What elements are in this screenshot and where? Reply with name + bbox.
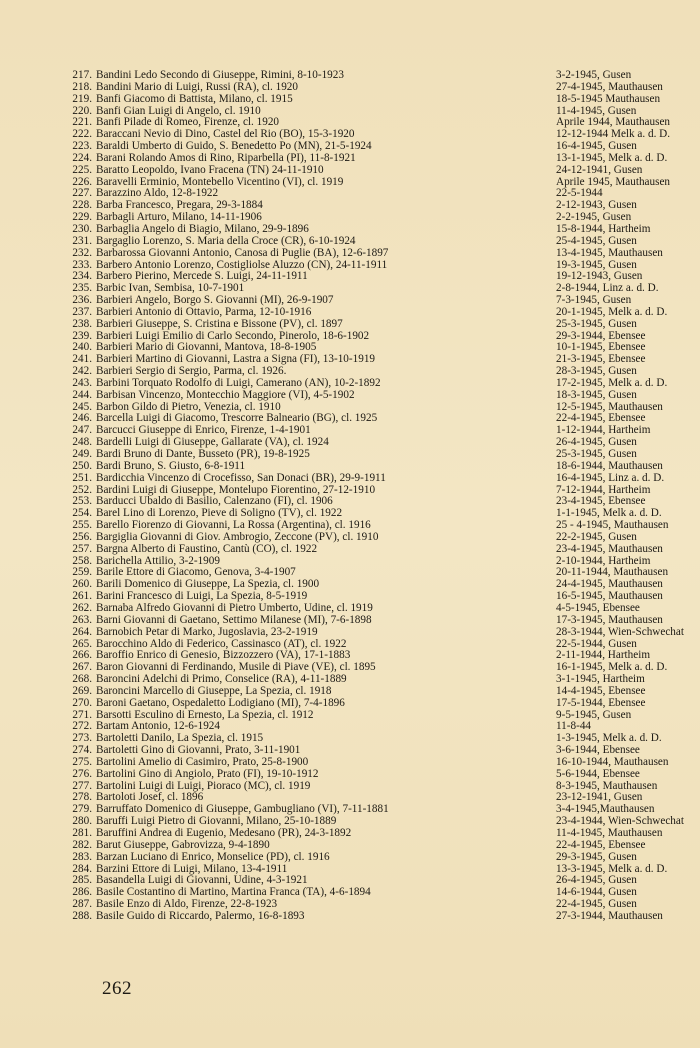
entry-fate: Aprile 1945, Mauthausen: [556, 176, 671, 188]
entry-fate: 3-6-1944, Ebensee: [556, 745, 640, 757]
entry-fate: 18-6-1944, Mauthausen: [556, 460, 663, 472]
entry-number: 268.: [72, 673, 92, 686]
list-entry: [64, 698, 664, 710]
list-entry: [64, 366, 664, 378]
entry-name: Baroni Gaetano, Ospedaletto Lodigiano (MI), 7-4-1896: [96, 697, 345, 709]
entry-number: 252.: [72, 483, 92, 496]
entry-name: Bardicchia Vincenzo di Crocefisso, San Donaci (BR), 29-9-1911: [96, 472, 386, 484]
entry-number: 276.: [72, 767, 92, 780]
list-entry: [64, 473, 664, 485]
list-entry: [64, 769, 664, 781]
entry-fate: 17-3-1945, Mauthausen: [556, 614, 663, 626]
list-entry: [64, 828, 664, 840]
entry-fate: 29-3-1944, Ebensee: [556, 330, 646, 342]
list-entry: [64, 579, 664, 591]
entry-fate: 17-2-1945, Melk a. d. D.: [556, 377, 668, 389]
entry-name: Bardi Bruno, S. Giusto, 6-8-1911: [96, 460, 246, 472]
entry-number: 243.: [72, 376, 92, 389]
list-entry: [64, 437, 664, 449]
entry-fate: 20-1-1945, Melk a. d. D.: [556, 306, 668, 318]
entry-number: 264.: [72, 625, 92, 638]
list-entry: [64, 650, 664, 662]
entry-name: Baraldi Umberto di Guido, S. Benedetto Po (MN), 21-5-1924: [96, 141, 372, 153]
entry-fate: 25-4-1945, Gusen: [556, 235, 637, 247]
entry-number: 269.: [72, 684, 92, 697]
entry-fate: 22-4-1945, Ebensee: [556, 839, 646, 851]
entry-fate: 22-4-1945, Ebensee: [556, 413, 646, 425]
entry-name: Baroffio Enrico di Genesio, Bizzozzero (VA), 17-1-1883: [96, 650, 351, 662]
entry-fate: 22-5-1944, Gusen: [556, 638, 637, 650]
entry-name: Basile Guido di Riccardo, Palermo, 16-8-1893: [96, 910, 305, 922]
entry-name: Barile Ettore di Giacomo, Genova, 3-4-1907: [96, 567, 296, 579]
entry-number: 218.: [72, 80, 92, 93]
entry-fate: 11-4-1945, Gusen: [556, 105, 637, 117]
entry-number: 227.: [72, 187, 92, 200]
entry-name: Barazzino Aldo, 12-8-1922: [96, 188, 219, 200]
list-entry: [64, 212, 664, 224]
entry-name: Basile Enzo di Aldo, Firenze, 22-8-1923: [96, 899, 278, 911]
entry-name: Barel Lino di Lorenzo, Pieve di Soligno (TV), cl. 1922: [96, 508, 343, 520]
page-number: 262: [102, 978, 132, 999]
entry-fate: 24-12-1941, Gusen: [556, 164, 643, 176]
entry-name: Bargna Alberto di Faustino, Cantù (CO), cl. 1922: [96, 543, 318, 555]
entry-fate: 3-2-1945, Gusen: [556, 70, 632, 81]
entry-number: 255.: [72, 519, 92, 532]
list-entry: [64, 792, 664, 804]
entry-name: Bartolini Amelio di Casimiro, Prato, 25-8-1900: [96, 756, 309, 768]
list-entry: [64, 661, 668, 674]
list-entry: [64, 508, 664, 520]
list-entry: [64, 342, 664, 354]
entry-fate: 27-4-1945, Mauthausen: [556, 81, 663, 93]
entry-fate: 1-3-1945, Melk a. d. D.: [556, 733, 662, 745]
entry-fate: 10-1-1945, Ebensee: [556, 342, 646, 354]
entry-number: 244.: [72, 388, 92, 401]
entry-name: Baraccani Nevio di Dino, Castel del Rio (BO), 15-3-1920: [96, 129, 355, 141]
entry-name: Barichella Attilio, 3-2-1909: [96, 555, 220, 567]
entry-fate: 27-3-1944, Mauthausen: [556, 910, 663, 922]
entry-name: Barbic Ivan, Sembisa, 10-7-1901: [96, 283, 245, 295]
entry-name: Bardelli Luigi di Giuseppe, Gallarate (VA), cl. 1924: [96, 437, 329, 449]
entry-name: Barbieri Antonio di Ottavio, Parma, 12-10-1916: [96, 306, 312, 318]
list-entry: [64, 840, 664, 852]
entry-fate: 14-6-1944, Gusen: [556, 887, 637, 899]
entry-number: 217.: [72, 69, 92, 81]
entry-number: 253.: [72, 495, 92, 508]
entry-name: Barbieri Martino di Giovanni, Lastra a Signa (FI), 13-10-1919: [96, 354, 376, 366]
entry-name: Barba Francesco, Pregara, 29-3-1884: [96, 200, 263, 212]
list-entry: [64, 461, 664, 473]
list-entry: [64, 224, 664, 236]
entry-number: 221.: [72, 116, 92, 129]
entry-name: Baruffi Luigi Pietro di Giovanni, Milano, 25-10-1889: [96, 816, 337, 828]
list-entry: [64, 141, 664, 153]
list-entry: [64, 911, 664, 923]
entry-fate: 17-5-1944, Ebensee: [556, 697, 646, 709]
deportee-list: [64, 69, 684, 923]
entry-name: Barani Rolando Amos di Rino, Riparbella (PI), 11-8-1921: [96, 152, 356, 164]
list-entry: [64, 566, 669, 579]
entry-name: Barocchino Aldo di Federico, Cassinasco (AT), cl. 1922: [96, 638, 347, 650]
list-entry: [64, 354, 664, 366]
entry-fate: 11-8-44: [556, 721, 592, 733]
entry-number: 263.: [72, 613, 92, 626]
entry-name: Barbero Antonio Lorenzo, Costigliolse Aluzzo (CN), 24-11-1911: [96, 259, 388, 271]
entry-fate: 4-5-1945, Ebensee: [556, 602, 640, 614]
entry-number: 261.: [72, 590, 92, 603]
list-entry: [64, 188, 664, 200]
entry-name: Barbisan Vincenzo, Montecchio Maggiore (VI), 4-5-1902: [96, 389, 355, 401]
entry-fate: 15-8-1944, Hartheim: [556, 223, 651, 235]
entry-number: 257.: [72, 542, 92, 555]
entry-fate: 16-4-1945, Linz a. d. D.: [556, 472, 665, 484]
entry-name: Barbaglia Angelo di Biagio, Milano, 29-9-1896: [96, 223, 309, 235]
list-entry: [64, 862, 668, 876]
list-entry: [64, 425, 664, 437]
entry-name: Basile Costantino di Martino, Martina Franca (TA), 4-6-1894: [96, 887, 371, 899]
entry-fate: 23-12-1941, Gusen: [556, 792, 643, 804]
list-entry: [64, 615, 664, 627]
entry-fate: 2-10-1944, Hartheim: [556, 555, 651, 567]
list-entry: [64, 413, 664, 425]
entry-name: Barni Giovanni di Gaetano, Settimo Milanese (MI), 7-6-1898: [96, 614, 372, 626]
entry-number: 256.: [72, 530, 92, 543]
entry-number: 267.: [72, 661, 92, 674]
list-entry: [64, 804, 664, 816]
entry-fate: 9-5-1945, Gusen: [556, 709, 632, 721]
list-entry: [64, 151, 668, 165]
entry-name: Barili Domenico di Giuseppe, La Spezia, cl. 1900: [96, 579, 320, 591]
entry-fate: 24-4-1945, Mauthausen: [556, 579, 663, 591]
entry-fate: 26-4-1945, Gusen: [556, 437, 637, 449]
entry-fate: 18-5-1945 Mauthausen: [556, 93, 661, 105]
entry-fate: 18-3-1945, Gusen: [556, 389, 637, 401]
entry-number: 238.: [72, 317, 92, 330]
entry-name: Bargiglia Giovanni di Giov. Ambrogio, Zeccone (PV), cl. 1910: [96, 531, 379, 543]
list-entry: [64, 70, 664, 82]
entry-name: Banfi Giacomo di Battista, Milano, cl. 1915: [96, 93, 293, 105]
entry-fate: 25 - 4-1945, Mauthausen: [556, 520, 669, 532]
entry-fate: 23-4-1945, Ebensee: [556, 496, 646, 508]
entry-number: 248.: [72, 436, 92, 449]
entry-name: Barbieri Angelo, Borgo S. Giovanni (MI), 26-9-1907: [96, 295, 334, 307]
entry-name: Barruffato Domenico di Giuseppe, Gambugliano (VI), 7-11-1881: [96, 804, 389, 816]
entry-number: 230.: [72, 222, 92, 235]
list-entry: [64, 402, 664, 414]
entry-number: 225.: [72, 163, 92, 176]
list-entry: [64, 390, 664, 402]
entry-number: 241.: [72, 353, 92, 366]
entry-name: Barzan Luciano di Enrico, Monselice (PD), cl. 1916: [96, 851, 330, 863]
entry-name: Barducci Ubaldo di Basilio, Calenzano (FI), cl. 1906: [96, 496, 333, 508]
list-entry: [64, 875, 664, 887]
list-entry: [64, 733, 664, 745]
entry-number: 246.: [72, 412, 92, 425]
list-entry: [64, 319, 664, 331]
entry-fate: 1-1-1945, Melk a. d. D.: [556, 508, 662, 520]
list-entry: [64, 496, 664, 508]
entry-name: Barcucci Giuseppe di Enrico, Firenze, 1-4-1901: [96, 425, 311, 437]
entry-fate: 20-11-1944, Mauthausen: [556, 567, 669, 579]
list-entry: [64, 331, 664, 343]
entry-fate: 25-3-1945, Gusen: [556, 318, 637, 330]
list-entry: [64, 295, 664, 307]
entry-number: 229.: [72, 211, 92, 224]
entry-number: 228.: [72, 199, 92, 212]
list-entry: [64, 271, 664, 283]
entry-number: 281.: [72, 827, 92, 839]
entry-number: 259.: [72, 566, 92, 579]
entry-fate: 28-3-1944, Wien-Schwechat: [556, 626, 684, 638]
entry-fate: 23-4-1945, Mauthausen: [556, 543, 663, 555]
entry-name: Bardi Bruno di Dante, Busseto (PR), 19-8-1925: [96, 449, 310, 460]
entry-name: Barbon Gildo di Pietro, Venezia, cl. 1910: [96, 401, 281, 413]
list-entry: [64, 686, 664, 698]
entry-name: Barini Francesco di Luigi, La Spezia, 8-5-1919: [96, 591, 308, 603]
entry-number: 235.: [72, 282, 92, 295]
entry-number: 278.: [72, 791, 92, 804]
list-entry: [64, 485, 664, 497]
entry-number: 251.: [72, 471, 92, 484]
list-entry: [64, 82, 664, 94]
list-entry: [64, 175, 671, 189]
list-entry: [64, 556, 664, 568]
entry-number: 222.: [72, 128, 92, 141]
list-entry: [64, 544, 664, 556]
entry-name: Baroncini Marcello di Giuseppe, La Spezia, cl. 1918: [96, 685, 332, 697]
entry-number: 283.: [72, 850, 92, 863]
entry-name: Barzini Ettore di Luigi, Milano, 13-4-1911: [96, 863, 288, 875]
entry-name: Bargaglio Lorenzo, S. Maria della Croce (CR), 6-10-1924: [96, 235, 356, 247]
entry-number: 247.: [72, 424, 92, 437]
list-entry: [64, 603, 664, 615]
list-entry: [64, 94, 664, 106]
entry-fate: 12-5-1945, Mauthausen: [556, 401, 663, 413]
entry-fate: 13-3-1945, Melk a. d. D.: [556, 863, 668, 875]
list-entry: [64, 116, 671, 129]
list-entry: [64, 887, 664, 899]
entry-fate: 8-3-1945, Mauthausen: [556, 780, 658, 792]
list-entry: [64, 376, 668, 390]
entry-number: 262.: [72, 601, 92, 614]
entry-number: 245.: [72, 400, 92, 413]
entry-name: Barcella Luigi di Giacomo, Trescorre Balneario (BG), cl. 1925: [96, 413, 378, 425]
entry-number: 240.: [72, 341, 92, 354]
entry-name: Banfi Gian Luigi di Angelo, cl. 1910: [96, 105, 261, 117]
entry-name: Baron Giovanni di Ferdinando, Musile di Piave (VE), cl. 1895: [96, 662, 376, 674]
entry-number: 226.: [72, 175, 92, 188]
entry-number: 284.: [72, 862, 92, 875]
entry-fate: 29-3-1945, Gusen: [556, 851, 637, 863]
list-entry: [64, 781, 664, 793]
entry-fate: 28-3-1945, Gusen: [556, 366, 637, 378]
entry-number: 277.: [72, 779, 92, 792]
list-entry: [64, 128, 671, 141]
list-entry: [64, 745, 664, 757]
entry-fate: Aprile 1944, Mauthausen: [556, 117, 671, 129]
entry-fate: 13-1-1945, Melk a. d. D.: [556, 152, 668, 164]
list-entry: [64, 591, 664, 603]
entry-fate: 23-4-1944, Wien-Schwechat: [556, 816, 684, 828]
entry-number: 236.: [72, 294, 92, 307]
entry-number: 287.: [72, 898, 92, 911]
entry-fate: 3-1-1945, Hartheim: [556, 674, 645, 686]
list-entry: [64, 449, 664, 461]
entry-name: Bartoletti Danilo, La Spezia, cl. 1915: [96, 733, 264, 745]
entry-name: Basandella Luigi di Giovanni, Udine, 4-3-1921: [96, 875, 308, 887]
list-entry: [64, 899, 664, 911]
entry-fate: 16-4-1945, Gusen: [556, 141, 637, 153]
entry-fate: 22-5-1944: [556, 188, 603, 200]
list-entry: [64, 639, 664, 651]
entry-fate: 7-3-1945, Gusen: [556, 295, 632, 307]
entry-fate: 5-6-1944, Ebensee: [556, 768, 640, 780]
entry-name: Barbieri Mario di Giovanni, Mantova, 18-8-1905: [96, 342, 317, 354]
entry-number: 233.: [72, 258, 92, 271]
entry-name: Barnaba Alfredo Giovanni di Pietro Umberto, Udine, cl. 1919: [96, 602, 373, 614]
entry-name: Baroncini Adelchi di Primo, Conselice (RA), 4-11-1889: [96, 674, 347, 686]
entry-name: Banfi Pilade di Romeo, Firenze, cl. 1920: [96, 117, 280, 129]
entry-number: 234.: [72, 270, 92, 283]
entry-number: 279.: [72, 803, 92, 816]
entry-name: Barbini Torquato Rodolfo di Luigi, Camerano (AN), 10-2-1892: [96, 377, 381, 389]
entry-number: 220.: [72, 104, 92, 117]
entry-fate: 2-2-1945, Gusen: [556, 212, 632, 224]
entry-name: Barbieri Giuseppe, S. Cristina e Bissone (PV), cl. 1897: [96, 318, 343, 330]
entry-name: Bardini Luigi di Giuseppe, Montelupo Fiorentino, 27-12-1910: [96, 484, 376, 496]
entry-number: 242.: [72, 365, 92, 378]
entry-name: Baruffini Andrea di Eugenio, Medesano (PR), 24-3-1892: [96, 828, 352, 839]
entry-number: 272.: [72, 720, 92, 733]
entry-name: Barut Giuseppe, Gabrovizza, 9-4-1890: [96, 839, 270, 851]
list-entry: [64, 236, 664, 248]
entry-number: 271.: [72, 708, 92, 721]
entry-name: Bandini Mario di Luigi, Russi (RA), cl. 1920: [96, 81, 298, 93]
entry-name: Bartam Antonio, 12-6-1924: [96, 721, 220, 733]
entry-name: Baravelli Erminio, Montebello Vicentino (VI), cl. 1919: [96, 176, 344, 188]
entry-number: 258.: [72, 554, 92, 567]
entry-fate: 25-3-1945, Gusen: [556, 449, 637, 460]
entry-number: 254.: [72, 507, 92, 520]
entry-fate: 3-4-1945,Mauthausen: [556, 804, 655, 816]
list-entry: [64, 260, 664, 272]
entry-number: 260.: [72, 578, 92, 591]
list-entry: [64, 106, 664, 118]
entry-fate: 2-8-1944, Linz a. d. D.: [556, 283, 659, 295]
entry-number: 282.: [72, 838, 92, 851]
entry-number: 223.: [72, 140, 92, 153]
entry-fate: 2-11-1944, Hartheim: [556, 650, 651, 662]
entry-number: 280.: [72, 815, 92, 828]
entry-fate: 22-4-1945, Gusen: [556, 899, 637, 911]
entry-fate: 16-5-1945, Mauthausen: [556, 591, 663, 603]
entry-name: Baratto Leopoldo, Ivano Fracena (TN) 24-11-1910: [96, 164, 324, 176]
entry-name: Bartolini Gino di Angiolo, Prato (FI), 19-10-1912: [96, 768, 319, 780]
entry-number: 250.: [72, 459, 92, 472]
list-entry: [64, 248, 664, 260]
entry-number: 275.: [72, 755, 92, 768]
entry-fate: 11-4-1945, Mauthausen: [556, 828, 663, 839]
entry-name: Barsotti Esculino di Ernesto, La Spezia, cl. 1912: [96, 709, 314, 721]
entry-name: Barnobich Petar di Marko, Jugoslavia, 23-2-1919: [96, 626, 318, 638]
entry-fate: 12-12-1944 Melk a. d. D.: [556, 129, 671, 141]
entry-fate: 16-1-1945, Melk a. d. D.: [556, 662, 668, 674]
list-entry: [64, 852, 664, 864]
entry-fate: 26-4-1945, Gusen: [556, 875, 637, 887]
entry-name: Barbagli Arturo, Milano, 14-11-1906: [96, 212, 262, 224]
entry-fate: 19-12-1943, Gusen: [556, 271, 643, 283]
entry-name: Bartolini Luigi di Luigi, Pioraco (MC), cl. 1919: [96, 780, 311, 792]
entry-number: 232.: [72, 246, 92, 259]
entry-fate: 22-2-1945, Gusen: [556, 531, 637, 543]
entry-name: Barbieri Sergio di Sergio, Parma, cl. 1926.: [96, 366, 287, 378]
entry-name: Barbero Pierino, Mercede S. Luigi, 24-11-1911: [96, 271, 308, 283]
entry-fate: 2-12-1943, Gusen: [556, 200, 637, 212]
entry-number: 274.: [72, 744, 92, 757]
list-entry: [64, 710, 664, 722]
list-entry: [64, 721, 664, 733]
entry-name: Barello Fiorenzo di Giovanni, La Rossa (Argentina), cl. 1916: [96, 520, 371, 532]
entry-fate: 7-12-1944, Hartheim: [556, 484, 651, 496]
entry-number: 239.: [72, 329, 92, 342]
entry-number: 288.: [72, 909, 92, 922]
entry-number: 273.: [72, 732, 92, 745]
list-entry: [64, 674, 664, 686]
list-entry: [64, 165, 664, 177]
entry-name: Bartoletti Gino di Giovanni, Prato, 3-11-1901: [96, 745, 301, 757]
entry-number: 231.: [72, 234, 92, 247]
entry-name: Bartoloti Josef, cl. 1896: [96, 792, 204, 804]
list-entry: [64, 625, 684, 639]
entry-number: 266.: [72, 649, 92, 662]
entry-fate: 21-3-1945, Ebensee: [556, 354, 646, 366]
entry-fate: 13-4-1945, Mauthausen: [556, 247, 663, 259]
entry-number: 270.: [72, 696, 92, 709]
entry-number: 286.: [72, 886, 92, 899]
entry-name: Bandini Ledo Secondo di Giuseppe, Rimini, 8-10-1923: [96, 70, 344, 81]
entry-number: 265.: [72, 637, 92, 650]
entry-fate: 1-12-1944, Hartheim: [556, 425, 651, 437]
entry-name: Barbieri Luigi Emilio di Carlo Secondo, Pinerolo, 18-6-1902: [96, 330, 370, 342]
entry-number: 224.: [72, 151, 92, 164]
entry-number: 285.: [72, 874, 92, 887]
entry-number: 249.: [72, 448, 92, 460]
entry-number: 219.: [72, 92, 92, 105]
entry-fate: 16-10-1944, Mauthausen: [556, 756, 669, 768]
list-entry: [64, 305, 668, 319]
list-entry: [64, 200, 664, 212]
list-entry: [64, 283, 664, 295]
entry-fate: 19-3-1945, Gusen: [556, 259, 637, 271]
list-entry: [64, 755, 669, 769]
entry-fate: 14-4-1945, Ebensee: [556, 685, 646, 697]
list-entry: [64, 815, 684, 828]
entry-name: Barbarossa Giovanni Antonio, Canosa di Puglie (BA), 12-6-1897: [96, 247, 389, 259]
list-entry: [64, 532, 664, 544]
entry-number: 237.: [72, 305, 92, 318]
list-entry: [64, 519, 669, 532]
